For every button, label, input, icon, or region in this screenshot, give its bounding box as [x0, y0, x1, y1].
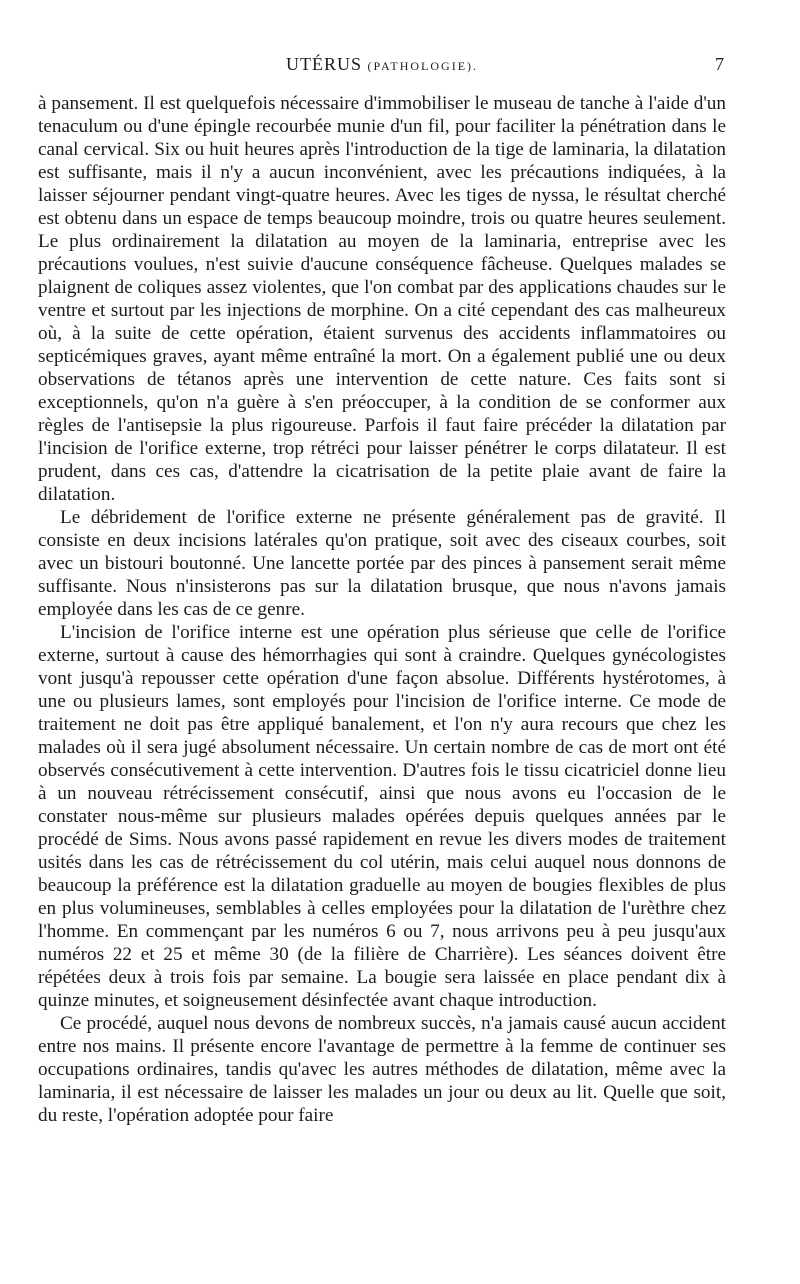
paragraph-2: Le débridement de l'orifice externe ne présente généralement pas de gravité. Il consiste en deux incisions latérales qu'on pratique, soit avec des ciseaux courbes, soit avec un bistouri boutonné. Une lancette portée par des pinces à pansement serait même suffisante. Nous n'insisterons pas sur la dilatation brusque, que nous n'avons jamais employée dans les cas de ce genre.: [38, 507, 726, 620]
running-head: [38, 54, 726, 82]
body-text: [38, 92, 726, 1127]
paragraph-3: L'incision de l'orifice interne est une opération plus sérieuse que celle de l'orifice externe, surtout à cause des hémorrhagies qui sont à craindre. Quelques gynécologistes vont jusqu'à repousser cette opération d'une façon absolue. Différents hystérotomes, à une ou plusieurs lames, sont employés pour l'incision de l'orifice interne. Ce mode de traitement ne doit pas être appliqué banalement, et l'on n'y aura recours que chez les malades où il sera jugé absolument nécessaire. Un certain nombre de cas de mort ont été observés consécutivement à cette intervention. D'autres fois le tissu cicatriciel donne lieu à un nouveau rétrécissement consécutif, ainsi que nous avons eu l'occasion de le constater nous-même sur plusieurs malades opérées depuis quelques années par le procédé de Sims. Nous avons passé rapidement en revue les divers modes de traitement usités dans les cas de rétrécissement du col utérin, mais celui auquel nous donnons de beaucoup la préférence est la dilatation graduelle au moyen de bougies flexibles de plus en plus volumineuses, semblables à celles employées pour la dilatation de l'urèthre chez l'homme. En commençant par les numéros 6 ou 7, nous arrivons peu à peu jusqu'aux numéros 22 et 25 et même 30 (de la filière de Charrière). Les séances doivent être répétées deux à trois fois par semaine. La bougie sera laissée en place pendant dix à quinze minutes, et soigneusement désinfectée avant chaque introduction.: [38, 622, 726, 1011]
page-number: 7: [715, 54, 724, 74]
running-title: [38, 54, 726, 75]
running-title-main: UTÉRUS: [285, 54, 362, 74]
book-page: [38, 54, 726, 1127]
paragraph-1: à pansement. Il est quelquefois nécessaire d'immobiliser le museau de tanche à l'aide d'un tenaculum ou d'une épingle recourbée munie d'un fil, pour faciliter la pénétration dans le canal cervical. Six ou huit heures après l'introduction de la tige de laminaria, la dilatation est suffisante, mais il n'y a aucun inconvénient, avec les précautions indiquées, à la laisser séjourner pendant vingt-quatre heures. Avec les tiges de nyssa, le résultat cherché est obtenu dans un espace de temps beaucoup moindre, trois ou quatre heures seulement. Le plus ordinairement la dilatation au moyen de la laminaria, entreprise avec les précautions voulues, n'est suivie d'aucune conséquence fâcheuse. Quelques malades se plaignent de coliques assez violentes, que l'on combat par des applications chaudes sur le ventre et surtout par les injections de morphine. On a cité cependant des cas malheureux où, à la suite de cette opération, étaient survenus des accidents inflammatoires ou septicémiques graves, ayant même entraîné la mort. On a également publié une ou deux observations de tétanos après une intervention de cette nature. Ces faits sont si exceptionnels, qu'on n'a guère à s'en préoccuper, à la condition de se conformer aux règles de l'antisepsie la plus rigoureuse. Parfois il faut faire précéder la dilatation par l'incision de l'orifice externe, trop rétréci pour laisser pénétrer le corps dilatateur. Il est prudent, dans ces cas, d'attendre la cicatrisation de la petite plaie avant de faire la dilatation.: [38, 93, 726, 505]
paragraph-4: Ce procédé, auquel nous devons de nombreux succès, n'a jamais causé aucun accident entre nos mains. Il présente encore l'avantage de permettre à la femme de continuer ses occupations ordinaires, tandis qu'avec les autres méthodes de dilatation, même avec la laminaria, il est nécessaire de laisser les malades un jour ou deux au lit. Quelle que soit, du reste, l'opération adoptée pour faire: [38, 1013, 726, 1126]
running-title-subtitle: (PATHOLOGIE).: [367, 59, 479, 73]
